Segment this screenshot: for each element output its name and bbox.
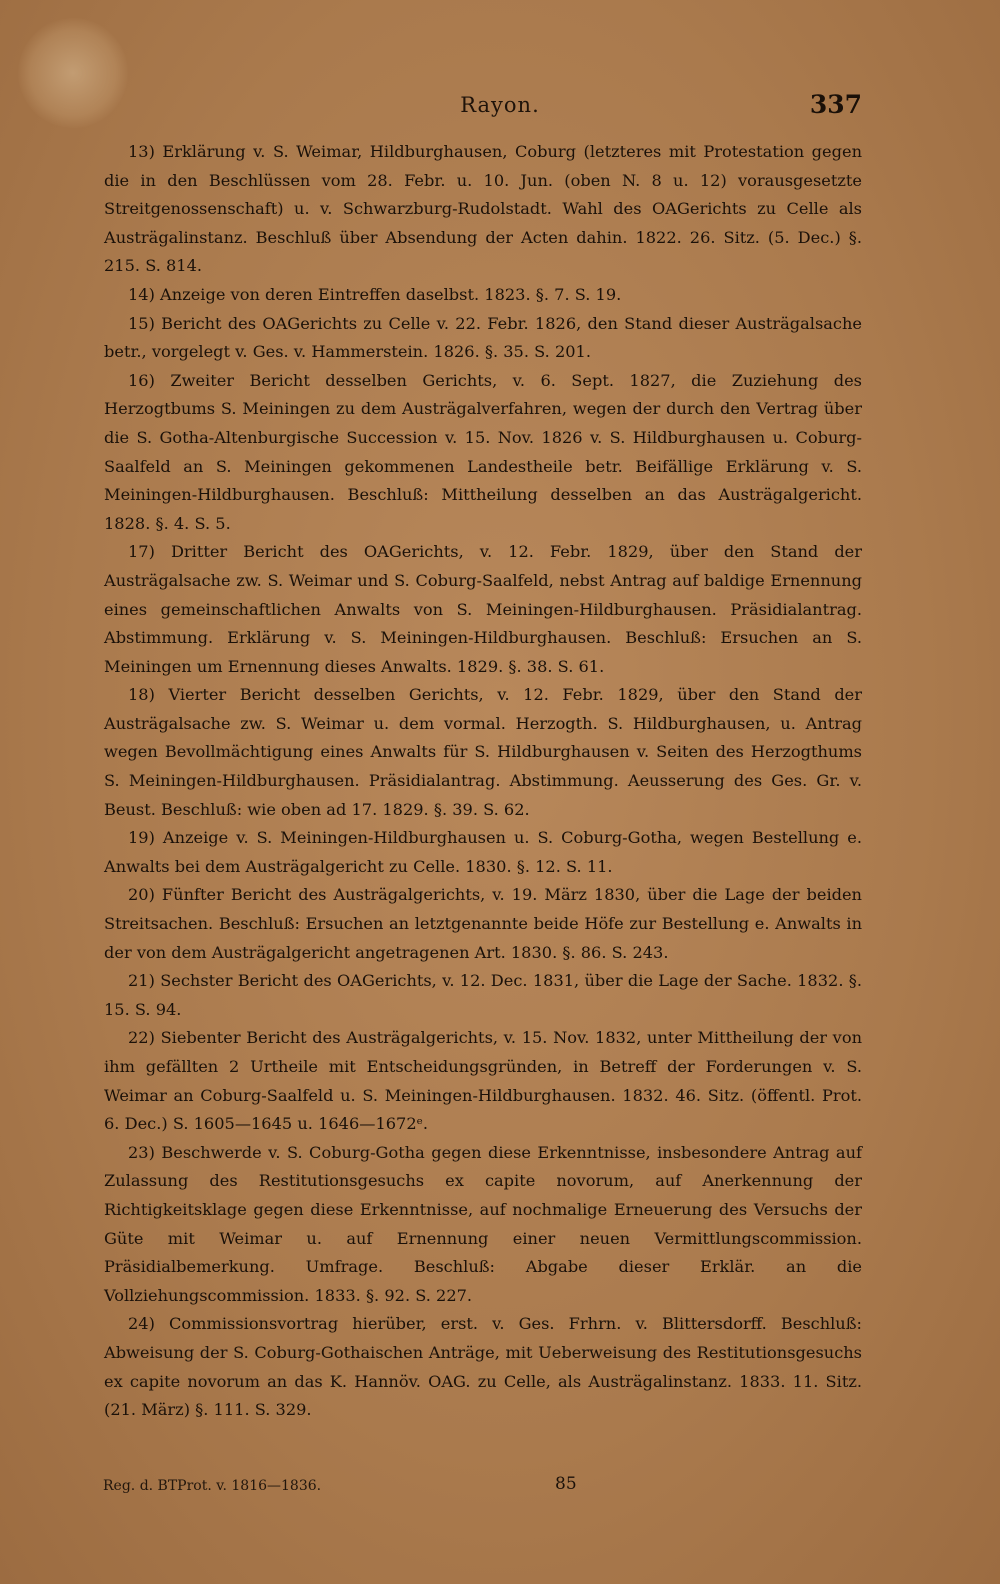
footer-sheet-number: 85 [555,1474,577,1494]
entry-21: 21) Sechster Bericht des OAGerichts, v. 12. Dec. 1831, über die Lage der Sache. 1832. §. 15. S. 94. [104,971,862,1019]
entry-20: 20) Fünfter Bericht des Austrägalgerichts, v. 19. März 1830, über die Lage der beiden Streitsachen. Beschluß: Ersuchen an letztgenannte beide Höfe zur Bestellung e. Anwalts in der von dem Austrägalgericht angetragenen Art. 1830. §. 86. S. 243. [104,885,862,962]
entry-15: 15) Bericht des OAGerichts zu Celle v. 22. Febr. 1826, den Stand dieser Austrägalsache betr., vorgelegt v. Ges. v. Hammerstein. 1826. §. 35. S. 201. [104,313,862,362]
page-number: 337 [809,90,862,119]
entry-23: 23) Beschwerde v. S. Coburg-Gotha gegen diese Erkenntnisse, insbesondere Antrag auf Zulassung des Restitutionsgesuchs ex capite novorum, auf Anerkennung der Richtigkeitsklage gegen diese Erkenntnisse, auf nochmalige Erneuerung des Versuchs der Güte mit Weimar u. auf Ernennung einer neuen Vermittlungscommission. Präsidialbemerkung. Umfrage. Beschluß: Abgabe dieser Erklär. an die Vollziehungscommission. 1833. §. 92. S. 227. [104,1142,862,1305]
entry-24: 24) Commissionsvortrag hierüber, erst. v. Ges. Frhrn. v. Blittersdorff. Beschluß: Abweisung der S. Coburg-Gothaischen Anträge, mit Ueberweisung des Restitutionsgesuchs ex capite novorum an das K. Hannöv. OAG. zu Celle, als Austrägalinstanz. 1833. 11. Sitz. (21. März) §. 111. S. 329. [104,1314,862,1420]
entry-13: 13) Erklärung v. S. Weimar, Hildburghausen, Coburg (letzteres mit Protestation gegen die in den Beschlüssen vom 28. Febr. u. 10. Jun. (oben N. 8 u. 12) vorausgesetzte Streitgenossenschaft) u. v. Schwarzburg-Rudolstadt. Wahl des OAGerichts zu Celle als Austrägalinstanz. Beschluß über Absendung der Acten dahin. 1822. 26. Sitz. (5. Dec.) §. 215. S. 814. [104,142,862,276]
entry-19: 19) Anzeige v. S. Meiningen-Hildburghausen u. S. Coburg-Gotha, wegen Bestellung e. Anwalts bei dem Austrägalgericht zu Celle. 1830. §. 12. S. 11. [104,828,862,876]
footer-signature: Reg. d. BTProt. v. 1816—1836. [103,1478,322,1494]
entry-17: 17) Dritter Bericht des OAGerichts, v. 12. Febr. 1829, über den Stand der Austrägalsache zw. S. Weimar und S. Coburg-Saalfeld, nebst Antrag auf baldige Ernennung eines gemeinschaftlichen Anwalts von S. Meiningen-Hildburghausen. Präsidialantrag. Abstimmung. Erklärung v. S. Meiningen-Hildburghausen. Beschluß: Ersuchen an S. Meiningen um Ernennung dieses Anwalts. 1829. §. 38. S. 61. [104,542,862,676]
entry-16: 16) Zweiter Bericht desselben Gerichts, v. 6. Sept. 1827, die Zuziehung des Herzogtbums S. Meiningen zu dem Austrägalverfahren, wegen der durch den Vertrag über die S. Gotha-Altenburgische Succession v. 15. Nov. 1826 v. S. Hildburghausen u. Coburg-Saalfeld an S. Meiningen gekommenen Landestheile betr. Beifällige Erklärung v. S. Meiningen-Hildburghausen. Beschluß: Mittheilung desselben an das Austrägalgericht. 1828. §. 4. S. 5. [104,370,862,533]
running-head-title: Rayon. [460,93,540,117]
entry-14: 14) Anzeige von deren Eintreffen daselbst. 1823. §. 7. S. 19. [128,284,622,304]
entry-22: 22) Siebenter Bericht des Austrägalgerichts, v. 15. Nov. 1832, unter Mittheilung der von ihm gefällten 2 Urtheile mit Entscheidungsgründen, in Betreff der Forderungen v. S. Weimar an Coburg-Saalfeld u. S. Meiningen-Hildburghausen. 1832. 46. Sitz. (öffentl. Prot. 6. Dec.) S. 1605—1645 u. 1646—1672ᵉ. [104,1028,862,1134]
entry-18: 18) Vierter Bericht desselben Gerichts, v. 12. Febr. 1829, über den Stand der Austrägalsache zw. S. Weimar u. dem vormal. Herzogth. S. Hildburghausen, u. Antrag wegen Bevollmächtigung eines Anwalts für S. Hildburghausen v. Seiten des Herzogthums S. Meiningen-Hildburghausen. Präsidialantrag. Abstimmung. Aeusserung des Ges. Gr. v. Beust. Beschluß: wie oben ad 17. 1829. §. 39. S. 62. [104,685,862,819]
page-body [104,138,862,1425]
